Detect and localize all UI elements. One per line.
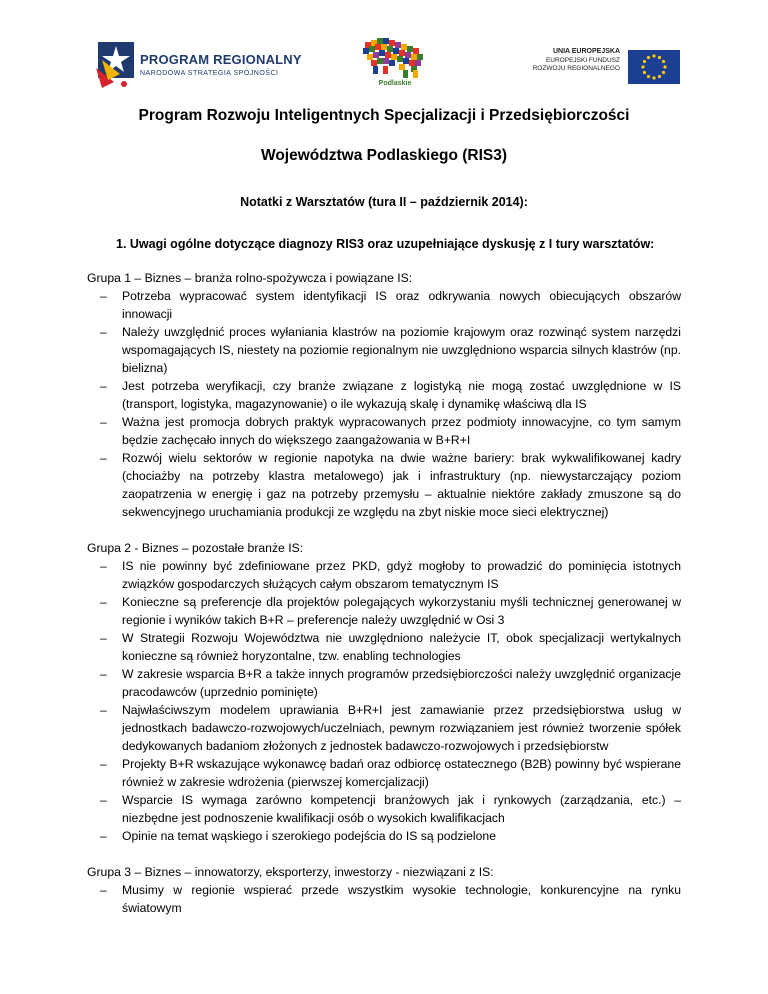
dash-bullet: – xyxy=(100,829,107,843)
list-item xyxy=(87,701,681,755)
list-item xyxy=(87,323,681,377)
list-item xyxy=(87,665,681,701)
dash-bullet: – xyxy=(100,451,107,465)
eu-logo-text xyxy=(533,48,620,74)
dash-bullet: – xyxy=(100,757,107,771)
list-item xyxy=(87,557,681,593)
section-heading: 1. Uwagi ogólne dotyczące diagnozy RIS3 oraz uzupełniające dyskusję z I tury warsztatów: xyxy=(116,237,655,251)
group-2 xyxy=(87,539,681,845)
dash-bullet: – xyxy=(100,667,107,681)
eu-line-2: EUROPEJSKI FUNDUSZ xyxy=(545,56,620,64)
list-item xyxy=(87,593,681,629)
list-item-text: W zakresie wsparcia B+R a także innych programów przedsiębiorczości należy uwzględnić organizacje pracodawców (uprzednio pominięte) xyxy=(122,667,681,699)
list-item xyxy=(87,413,681,449)
group-spacer xyxy=(87,521,681,539)
list-item-text: Najwłaściwszym modelem uprawiania B+R+I jest zamawianie przez przedsiębiorstwa usług w jednostkach badawczo-rozwojowych/uczelniach, pewnym rozwiązaniem jest również tworzenie spółek dedykowanych badaniom złożonych z jednostek badawczo-rozwojowych i przedsiębiorstw xyxy=(122,703,681,753)
group-1 xyxy=(87,269,681,521)
document-subtitle: Notatki z Warsztatów (tura II – październik 2014): xyxy=(240,195,528,209)
list-item-text: IS nie powinny być zdefiniowane przez PKD, gdyż mogłoby to prowadzić do pominięcia istotnych związków gospodarczych służących całym obszarom tematycznym IS xyxy=(122,559,681,591)
list-item-text: Projekty B+R wskazujące wykonawcę badań oraz odbiorcę ostatecznego (B2B) powinny być wspierane również w zakresie wdrożenia (pierwszej komercjalizacji) xyxy=(122,757,681,789)
group-spacer xyxy=(87,845,681,863)
dash-bullet: – xyxy=(100,325,107,339)
dash-bullet: – xyxy=(100,595,107,609)
program-regionalny-subtitle: NARODOWA STRATEGIA SPÓJNOŚCI xyxy=(140,70,279,77)
list-item xyxy=(87,755,681,791)
dash-bullet: – xyxy=(100,793,107,807)
podlaskie-label: Podlaskie xyxy=(378,80,412,87)
document-title-line-2: Województwa Podlaskiego (RIS3) xyxy=(260,147,508,164)
program-regionalny-title: PROGRAM REGIONALNY xyxy=(140,52,302,67)
group-item-list xyxy=(87,881,681,917)
eu-logo xyxy=(520,48,680,84)
eu-line-3: ROZWOJU REGIONALNEGO xyxy=(532,65,620,72)
eu-line-1: UNIA EUROPEJSKA xyxy=(552,48,620,55)
list-item xyxy=(87,377,681,413)
group-3 xyxy=(87,863,681,917)
dash-bullet: – xyxy=(100,289,107,303)
list-item xyxy=(87,287,681,323)
dash-bullet: – xyxy=(100,559,107,573)
list-item-text: Wsparcie IS wymaga zarówno kompetencji branżowych jak i rynkowych (zarządzania, etc.) – niezbędne jest podnoszenie kwalifikacji osób o wysokich kwalifikacjach xyxy=(122,793,681,825)
list-item xyxy=(87,791,681,827)
list-item xyxy=(87,881,681,917)
header-logos xyxy=(0,34,768,94)
list-item-text: Musimy w regionie wspierać przede wszystkim wysokie technologie, konkurencyjne na rynku światowym xyxy=(122,883,681,915)
dash-bullet: – xyxy=(100,703,107,717)
group-item-list xyxy=(87,557,681,845)
list-item-text: Jest potrzeba weryfikacji, czy branże związane z logistyką nie mogą zostać uwzględnione w IS (transport, logistyka, magazynowanie) o ile wykazują skalę i dynamikę właściwą dla IS xyxy=(122,379,681,411)
group-item-list xyxy=(87,287,681,521)
program-regionalny-logo xyxy=(94,34,314,92)
list-item-text: Opinie na temat wąskiego i szerokiego podejścia do IS są podzielone xyxy=(122,829,496,843)
document-body xyxy=(87,269,681,917)
dash-bullet: – xyxy=(100,631,107,645)
dash-bullet: – xyxy=(100,883,107,897)
group-title: Grupa 2 - Biznes – pozostałe branże IS: xyxy=(87,541,304,555)
dash-bullet: – xyxy=(100,415,107,429)
group-title: Grupa 3 – Biznes – innowatorzy, eksporterzy, inwestorzy - niezwiązani z IS: xyxy=(87,865,494,879)
eu-flag-icon xyxy=(628,50,680,84)
list-item xyxy=(87,449,681,521)
list-item-text: Rozwój wielu sektorów w regionie napotyka na dwie ważne bariery: brak wykwalifikowanej kadry (chociażby na potrzeby klastra metalowego) jak i infrastruktury (np. niewystarczający poziom zaopatrzenia w energię i gaz na potrzeby przemysłu – aktualnie niektóre zakłady zmuszone są do sekwencyjnego uruchamiania produkcji ze względu na zbyt niskie moce sieci elektrycznej) xyxy=(122,451,681,519)
dash-bullet: – xyxy=(100,379,107,393)
group-title: Grupa 1 – Biznes – branża rolno-spożywcza i powiązane IS: xyxy=(87,271,413,285)
list-item-text: Konieczne są preferencje dla projektów polegających wykorzystaniu myśli technicznej generowanej w regionie i wyników takich B+R – preferencje należy uwzględnić w Osi 3 xyxy=(122,595,681,627)
list-item-text: W Strategii Rozwoju Województwa nie uwzględniono należycie IT, obok specjalizacji wertykalnych konieczne są również horyzontalne, tzw. enabling technologies xyxy=(122,631,681,663)
list-item-text: Należy uwzględnić proces wyłaniania klastrów na poziomie krajowym oraz rozwinąć system narzędzi wspomagających IS, niestety na poziomie regionalnym nie uwzględniono wsparcia silnych klastrów (np. bielizna) xyxy=(122,325,681,375)
list-item xyxy=(87,629,681,665)
list-item xyxy=(87,827,681,845)
star-emblem-icon xyxy=(94,38,138,90)
bison-mosaic-icon xyxy=(355,34,435,80)
document-title-line-1: Program Rozwoju Inteligentnych Specjalizacji i Przedsiębiorczości xyxy=(138,107,630,124)
list-item-text: Ważna jest promocja dobrych praktyk wypracowanych przez podmioty innowacyjne, co tym samym będzie zachęcało innych do większego zaangażowania w B+R+I xyxy=(122,415,681,447)
list-item-text: Potrzeba wypracować system identyfikacji IS oraz odkrywania nowych obiecujących obszarów innowacji xyxy=(122,289,681,321)
podlaskie-logo xyxy=(355,34,435,94)
